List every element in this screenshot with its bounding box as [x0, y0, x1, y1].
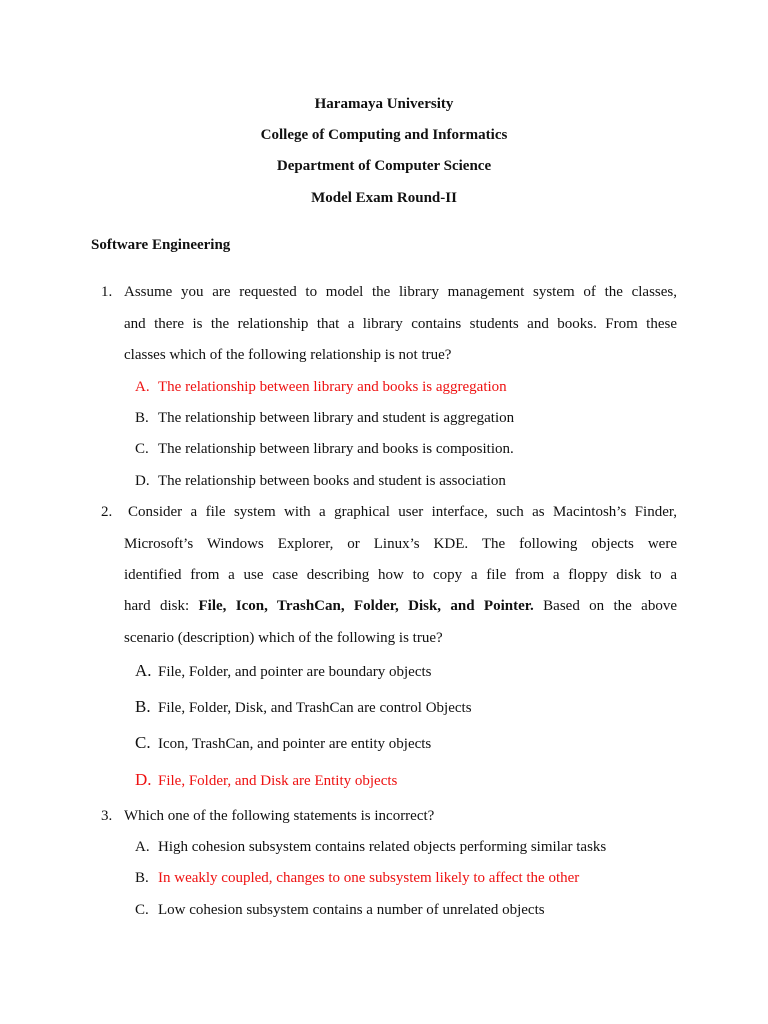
question-text-line: and there is the relationship that a library contains students and books. From these: [124, 316, 677, 332]
option-text-answer: In weakly coupled, changes to one subsystem likely to affect the other: [158, 870, 580, 886]
option-letter: C.: [135, 441, 149, 457]
question-text-prefix: hard disk:: [124, 598, 199, 614]
option-text: Low cohesion subsystem contains a number of unrelated objects: [158, 902, 545, 918]
option-letter: C.: [135, 733, 151, 752]
section-title: Software Engineering: [91, 237, 231, 253]
option-text: File, Folder, Disk, and TrashCan are control Objects: [158, 700, 472, 716]
option-letter: B.: [135, 697, 151, 716]
option-text: File, Folder, and pointer are boundary objects: [158, 664, 432, 680]
question-number: 3.: [101, 808, 113, 824]
option-text: Icon, TrashCan, and pointer are entity objects: [158, 736, 432, 752]
option-letter: B.: [135, 870, 149, 886]
question-text-suffix: Based on the above: [543, 598, 677, 614]
question-number: 2.: [101, 504, 113, 520]
option-text-answer: The relationship between library and books is aggregation: [158, 379, 507, 395]
option-letter: D.: [135, 770, 152, 789]
department-name: Department of Computer Science: [276, 158, 492, 174]
option-text-answer: File, Folder, and Disk are Entity objects: [158, 773, 398, 789]
question-text-line: Which one of the following statements is incorrect?: [124, 808, 435, 824]
question-number: 1.: [101, 284, 113, 300]
question-object-list: File, Icon, TrashCan, Folder, Disk, and Pointer.: [198, 598, 534, 614]
option-letter: A.: [135, 839, 150, 855]
option-text: The relationship between library and student is aggregation: [158, 410, 515, 426]
option-text: The relationship between books and student is association: [158, 473, 506, 489]
option-text: The relationship between library and books is composition.: [158, 441, 514, 457]
option-letter: C.: [135, 902, 149, 918]
question-text-line: identified from a use case describing how to copy a file from a floppy disk to a: [124, 567, 677, 583]
question-text-line: scenario (description) which of the following is true?: [124, 630, 443, 646]
option-letter: A.: [135, 661, 152, 680]
question-text-line: Microsoft’s Windows Explorer, or Linux’s KDE. The following objects were: [124, 536, 677, 552]
option-letter: D.: [135, 473, 150, 489]
college-name: College of Computing and Informatics: [260, 127, 508, 143]
exam-title: Model Exam Round-II: [311, 190, 457, 206]
question-text-line: classes which of the following relationship is not true?: [124, 347, 452, 363]
question-text-line: Assume you are requested to model the library management system of the classes,: [124, 284, 677, 300]
question-text-line: [124, 596, 677, 616]
option-text: High cohesion subsystem contains related objects performing similar tasks: [158, 839, 607, 855]
option-letter: B.: [135, 410, 149, 426]
question-text-line: Consider a file system with a graphical user interface, such as Macintosh’s Finder,: [128, 504, 677, 520]
university-name: Haramaya University: [314, 96, 454, 112]
option-letter: A.: [135, 379, 150, 395]
